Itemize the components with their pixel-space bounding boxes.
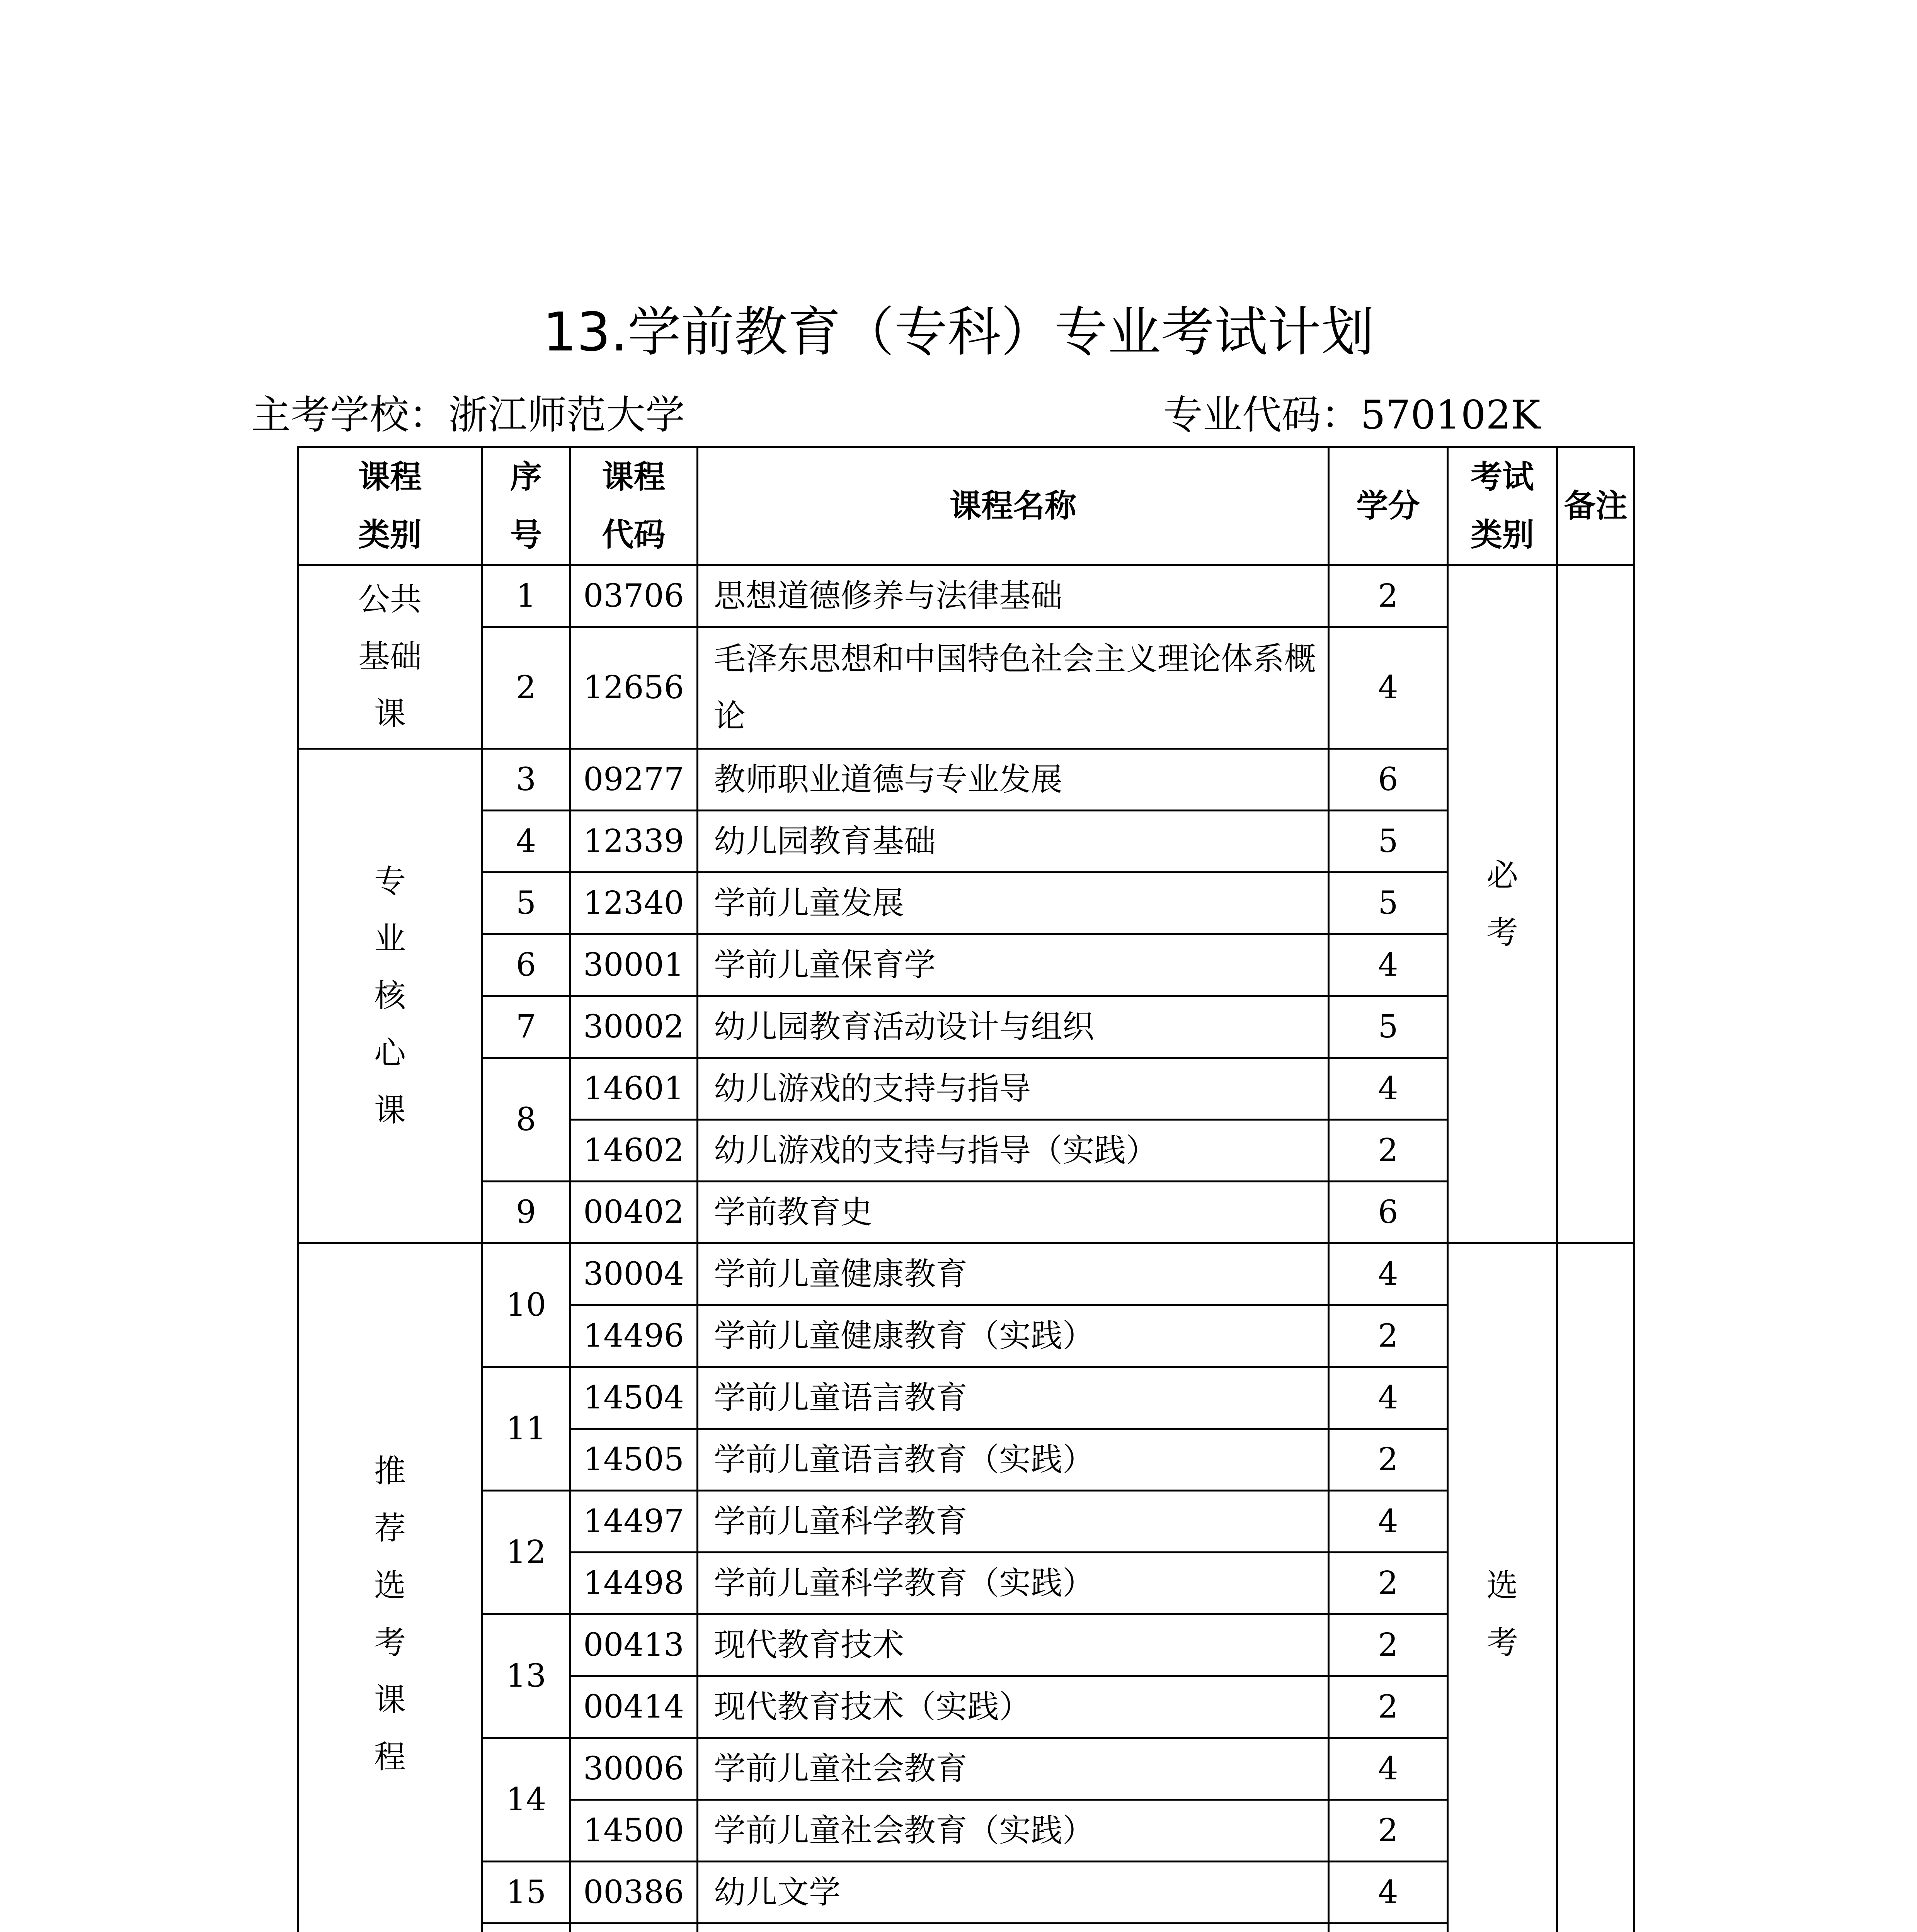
course-name: 学前儿童保育学	[698, 934, 1329, 996]
course-code: 30006	[570, 1738, 698, 1800]
table-row	[298, 811, 1634, 872]
course-seq: 6	[482, 934, 570, 996]
header-category: 课程 类别	[298, 447, 482, 565]
course-name: 学前儿童科学教育	[698, 1491, 1329, 1553]
major-code: 专业代码：570102K	[1163, 392, 1541, 438]
course-seq: 14	[482, 1738, 570, 1862]
course-code: 12340	[570, 872, 698, 934]
course-code: 14497	[570, 1491, 698, 1553]
course-credit: 6	[1329, 749, 1448, 811]
course-credit: 5	[1329, 811, 1448, 872]
table-row	[298, 1058, 1634, 1120]
course-code: 14601	[570, 1058, 698, 1120]
table-row	[298, 996, 1634, 1058]
course-code: 14505	[570, 1429, 698, 1491]
header-code: 课程 代码	[570, 447, 698, 565]
group-elective: 推 荐 选 考 课 程	[298, 1243, 482, 1932]
course-credit: 2	[1329, 1800, 1448, 1862]
course-name: 学前儿童语言教育	[698, 1367, 1329, 1429]
course-credit: 2	[1329, 1553, 1448, 1614]
course-name: 学前儿童科学教育（实践）	[698, 1553, 1329, 1614]
course-name: 学前儿童发展	[698, 872, 1329, 934]
table-row	[298, 1923, 1634, 1932]
course-code: 12656	[570, 627, 698, 749]
course-code: 30002	[570, 996, 698, 1058]
course-code: 14504	[570, 1367, 698, 1429]
remark-cell	[1557, 565, 1634, 1243]
course-credit: 4	[1329, 1491, 1448, 1553]
group-public: 公共 基础 课	[298, 565, 482, 749]
exam-plan-table	[297, 446, 1635, 1932]
course-credit	[1329, 1923, 1448, 1932]
table-row	[298, 627, 1634, 749]
course-credit: 2	[1329, 1676, 1448, 1738]
course-credit: 4	[1329, 627, 1448, 749]
header-exam-type: 考试 类别	[1448, 447, 1557, 565]
header-remark: 备注	[1557, 447, 1634, 565]
course-code: 30004	[570, 1243, 698, 1305]
course-code: 14498	[570, 1553, 698, 1614]
table-row	[298, 1182, 1634, 1243]
course-credit: 2	[1329, 1614, 1448, 1676]
course-name: 学前儿童社会教育（实践）	[698, 1800, 1329, 1862]
course-credit: 4	[1329, 1862, 1448, 1923]
course-seq: 15	[482, 1862, 570, 1923]
examining-school: 主考学校：浙江师范大学	[251, 392, 685, 438]
course-seq: 10	[482, 1243, 570, 1367]
course-name: 学前儿童健康教育（实践）	[698, 1305, 1329, 1367]
table-row	[298, 1738, 1634, 1800]
course-credit: 2	[1329, 1305, 1448, 1367]
table-row	[298, 1367, 1634, 1429]
course-name: 幼儿文学	[698, 1862, 1329, 1923]
course-name: 学前教育史	[698, 1182, 1329, 1243]
remark-cell	[1557, 1243, 1634, 1932]
course-seq: 1	[482, 565, 570, 627]
course-seq: 5	[482, 872, 570, 934]
course-name: 学前儿童语言教育（实践）	[698, 1429, 1329, 1491]
course-code: 14496	[570, 1305, 698, 1367]
course-seq: 7	[482, 996, 570, 1058]
course-credit: 5	[1329, 996, 1448, 1058]
course-name: 现代教育技术	[698, 1614, 1329, 1676]
exam-type-elective: 选 考	[1448, 1243, 1557, 1932]
group-core: 专 业 核 心 课	[298, 749, 482, 1243]
table-row	[298, 934, 1634, 996]
table-row	[298, 565, 1634, 627]
table-row	[298, 749, 1634, 811]
course-name: 毛泽东思想和中国特色社会主义理论体系概论	[698, 627, 1329, 749]
table-header-row	[298, 447, 1634, 565]
course-credit: 4	[1329, 1738, 1448, 1800]
header-credit: 学分	[1329, 447, 1448, 565]
course-name: 幼儿园教育基础	[698, 811, 1329, 872]
course-code: 14500	[570, 1800, 698, 1862]
course-name	[698, 1923, 1329, 1932]
header-seq: 序 号	[482, 447, 570, 565]
course-code: 09277	[570, 749, 698, 811]
exam-type-required: 必 考	[1448, 565, 1557, 1243]
course-credit: 6	[1329, 1182, 1448, 1243]
course-code: 00413	[570, 1614, 698, 1676]
table-row	[298, 1491, 1634, 1553]
course-name: 幼儿游戏的支持与指导	[698, 1058, 1329, 1120]
course-code	[570, 1923, 698, 1932]
course-seq: 11	[482, 1367, 570, 1491]
course-credit: 4	[1329, 1058, 1448, 1120]
table-row	[298, 1862, 1634, 1923]
table-row	[298, 872, 1634, 934]
course-code: 12339	[570, 811, 698, 872]
course-name: 现代教育技术（实践）	[698, 1676, 1329, 1738]
course-name: 学前儿童社会教育	[698, 1738, 1329, 1800]
course-seq: 3	[482, 749, 570, 811]
course-name: 幼儿游戏的支持与指导（实践）	[698, 1120, 1329, 1182]
course-seq: 4	[482, 811, 570, 872]
course-code: 00386	[570, 1862, 698, 1923]
course-credit: 4	[1329, 1367, 1448, 1429]
course-code: 14602	[570, 1120, 698, 1182]
course-credit: 4	[1329, 934, 1448, 996]
header-name: 课程名称	[698, 447, 1329, 565]
course-code: 00402	[570, 1182, 698, 1243]
table-row	[298, 1243, 1634, 1305]
course-code: 30001	[570, 934, 698, 996]
course-code: 03706	[570, 565, 698, 627]
course-name: 幼儿园教育活动设计与组织	[698, 996, 1329, 1058]
course-seq: 9	[482, 1182, 570, 1243]
table-row	[298, 1614, 1634, 1676]
page-title: 13.学前教育（专科）专业考试计划	[543, 301, 1374, 363]
course-code: 00414	[570, 1676, 698, 1738]
course-credit: 2	[1329, 1120, 1448, 1182]
course-credit: 4	[1329, 1243, 1448, 1305]
course-credit: 2	[1329, 565, 1448, 627]
course-name: 学前儿童健康教育	[698, 1243, 1329, 1305]
course-credit: 2	[1329, 1429, 1448, 1491]
course-seq: 13	[482, 1614, 570, 1738]
course-credit: 5	[1329, 872, 1448, 934]
course-seq: 2	[482, 627, 570, 749]
course-name: 思想道德修养与法律基础	[698, 565, 1329, 627]
course-seq: 8	[482, 1058, 570, 1182]
course-seq	[482, 1923, 570, 1932]
course-seq: 12	[482, 1491, 570, 1614]
course-name: 教师职业道德与专业发展	[698, 749, 1329, 811]
